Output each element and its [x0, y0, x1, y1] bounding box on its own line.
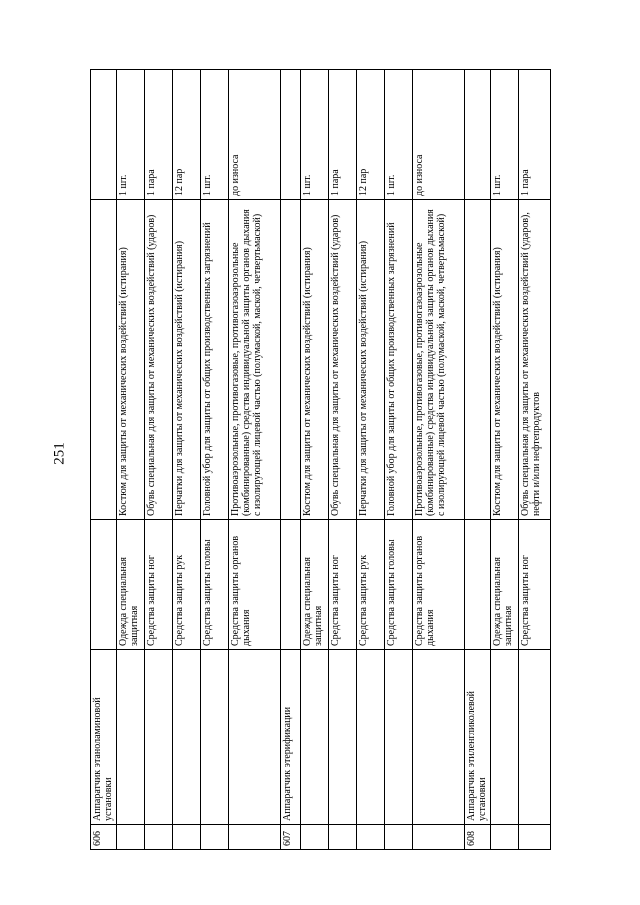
ppe-item-cell: Обувь специальная для защиты от механических воздействий (ударов) — [329, 200, 357, 520]
quantity-cell: 1 шт. — [201, 70, 229, 200]
row-number-cell — [491, 825, 519, 850]
ppe-type-cell: Средства защиты головы — [385, 520, 413, 650]
profession-cell — [229, 650, 281, 825]
ppe-type-cell: Средства защиты органов дыхания — [229, 520, 281, 650]
profession-cell: Аппаратчик этаноламиновой установки — [91, 650, 117, 825]
quantity-cell — [465, 70, 491, 200]
table-row — [201, 70, 229, 850]
ppe-item-cell — [91, 200, 117, 520]
quantity-cell: 12 пар — [173, 70, 201, 200]
ppe-item-cell: Головной убор для защиты от общих производственных загрязнений — [201, 200, 229, 520]
quantity-cell: до износа — [413, 70, 465, 200]
ppe-type-cell: Средства защиты рук — [173, 520, 201, 650]
table-row — [465, 70, 491, 850]
quantity-cell — [281, 70, 301, 200]
profession-cell — [145, 650, 173, 825]
table-row — [491, 70, 519, 850]
ppe-item-cell: Перчатки для защиты от механических воздействий (истирания) — [357, 200, 385, 520]
rotated-table-wrapper — [90, 70, 600, 850]
row-number-cell — [229, 825, 281, 850]
quantity-cell: до износа — [229, 70, 281, 200]
quantity-cell: 1 пара — [329, 70, 357, 200]
row-number-cell — [519, 825, 551, 850]
profession-cell — [385, 650, 413, 825]
ppe-type-cell — [281, 520, 301, 650]
row-number-cell — [201, 825, 229, 850]
ppe-norms-table — [90, 69, 551, 850]
ppe-item-cell: Головной убор для защиты от общих производственных загрязнений — [385, 200, 413, 520]
ppe-item-cell: Костюм для защиты от механических воздействий (истирания) — [491, 200, 519, 520]
quantity-cell: 12 пар — [357, 70, 385, 200]
quantity-cell: 1 шт. — [491, 70, 519, 200]
row-number-cell: 607 — [281, 825, 301, 850]
row-number-cell — [413, 825, 465, 850]
table-row — [385, 70, 413, 850]
row-number-cell — [329, 825, 357, 850]
table-row — [413, 70, 465, 850]
ppe-item-cell — [465, 200, 491, 520]
table-row — [145, 70, 173, 850]
table-row — [281, 70, 301, 850]
row-number-cell — [301, 825, 329, 850]
ppe-item-cell: Обувь специальная для защиты от механических воздействий (ударов), нефти и/или нефтепродуктов — [519, 200, 551, 520]
table-row — [519, 70, 551, 850]
table-row — [329, 70, 357, 850]
table-body — [91, 70, 551, 850]
ppe-type-cell — [465, 520, 491, 650]
quantity-cell: 1 пара — [145, 70, 173, 200]
profession-cell — [173, 650, 201, 825]
ppe-type-cell: Средства защиты ног — [329, 520, 357, 650]
profession-cell — [117, 650, 145, 825]
ppe-type-cell: Одежда специальная защитная — [301, 520, 329, 650]
table-row — [173, 70, 201, 850]
quantity-cell — [91, 70, 117, 200]
ppe-type-cell: Одежда специальная защитная — [491, 520, 519, 650]
ppe-item-cell: Перчатки для защиты от механических воздействий (истирания) — [173, 200, 201, 520]
ppe-type-cell: Средства защиты ног — [519, 520, 551, 650]
row-number-cell — [117, 825, 145, 850]
profession-cell — [357, 650, 385, 825]
row-number-cell: 608 — [465, 825, 491, 850]
table-row — [229, 70, 281, 850]
ppe-item-cell: Противоаэрозольные, противогазовые, противогазоаэрозольные (комбинированные) средства индивидуальной защиты органов дыхания с изолирующей лицевой частью (полумаской, маской, четвертьмаской) — [413, 200, 465, 520]
profession-cell: Аппаратчик этиленгликолевой установки — [465, 650, 491, 825]
profession-cell — [491, 650, 519, 825]
row-number-cell — [357, 825, 385, 850]
ppe-type-cell: Средства защиты головы — [201, 520, 229, 650]
row-number-cell: 606 — [91, 825, 117, 850]
row-number-cell — [173, 825, 201, 850]
quantity-cell: 1 пара — [519, 70, 551, 200]
profession-cell: Аппаратчик этерификации — [281, 650, 301, 825]
quantity-cell: 1 шт. — [117, 70, 145, 200]
profession-cell — [301, 650, 329, 825]
table-row — [301, 70, 329, 850]
profession-cell — [413, 650, 465, 825]
profession-cell — [329, 650, 357, 825]
ppe-item-cell: Костюм для защиты от механических воздействий (истирания) — [301, 200, 329, 520]
table-row — [117, 70, 145, 850]
table-row — [357, 70, 385, 850]
table-row — [91, 70, 117, 850]
profession-cell — [201, 650, 229, 825]
profession-cell — [519, 650, 551, 825]
ppe-type-cell: Одежда специальная защитная — [117, 520, 145, 650]
ppe-item-cell: Противоаэрозольные, противогазовые, противогазоаэрозольные (комбинированные) средства индивидуальной защиты органов дыхания с изолирующей лицевой частью (полумаской, маской, четвертьмаской) — [229, 200, 281, 520]
quantity-cell: 1 шт. — [301, 70, 329, 200]
ppe-type-cell: Средства защиты ног — [145, 520, 173, 650]
ppe-item-cell: Обувь специальная для защиты от механических воздействий (ударов) — [145, 200, 173, 520]
ppe-type-cell: Средства защиты рук — [357, 520, 385, 650]
ppe-item-cell: Костюм для защиты от механических воздействий (истирания) — [117, 200, 145, 520]
ppe-item-cell — [281, 200, 301, 520]
quantity-cell: 1 шт. — [385, 70, 413, 200]
page-number: 251 — [51, 442, 68, 465]
ppe-type-cell — [91, 520, 117, 650]
row-number-cell — [385, 825, 413, 850]
ppe-type-cell: Средства защиты органов дыхания — [413, 520, 465, 650]
row-number-cell — [145, 825, 173, 850]
